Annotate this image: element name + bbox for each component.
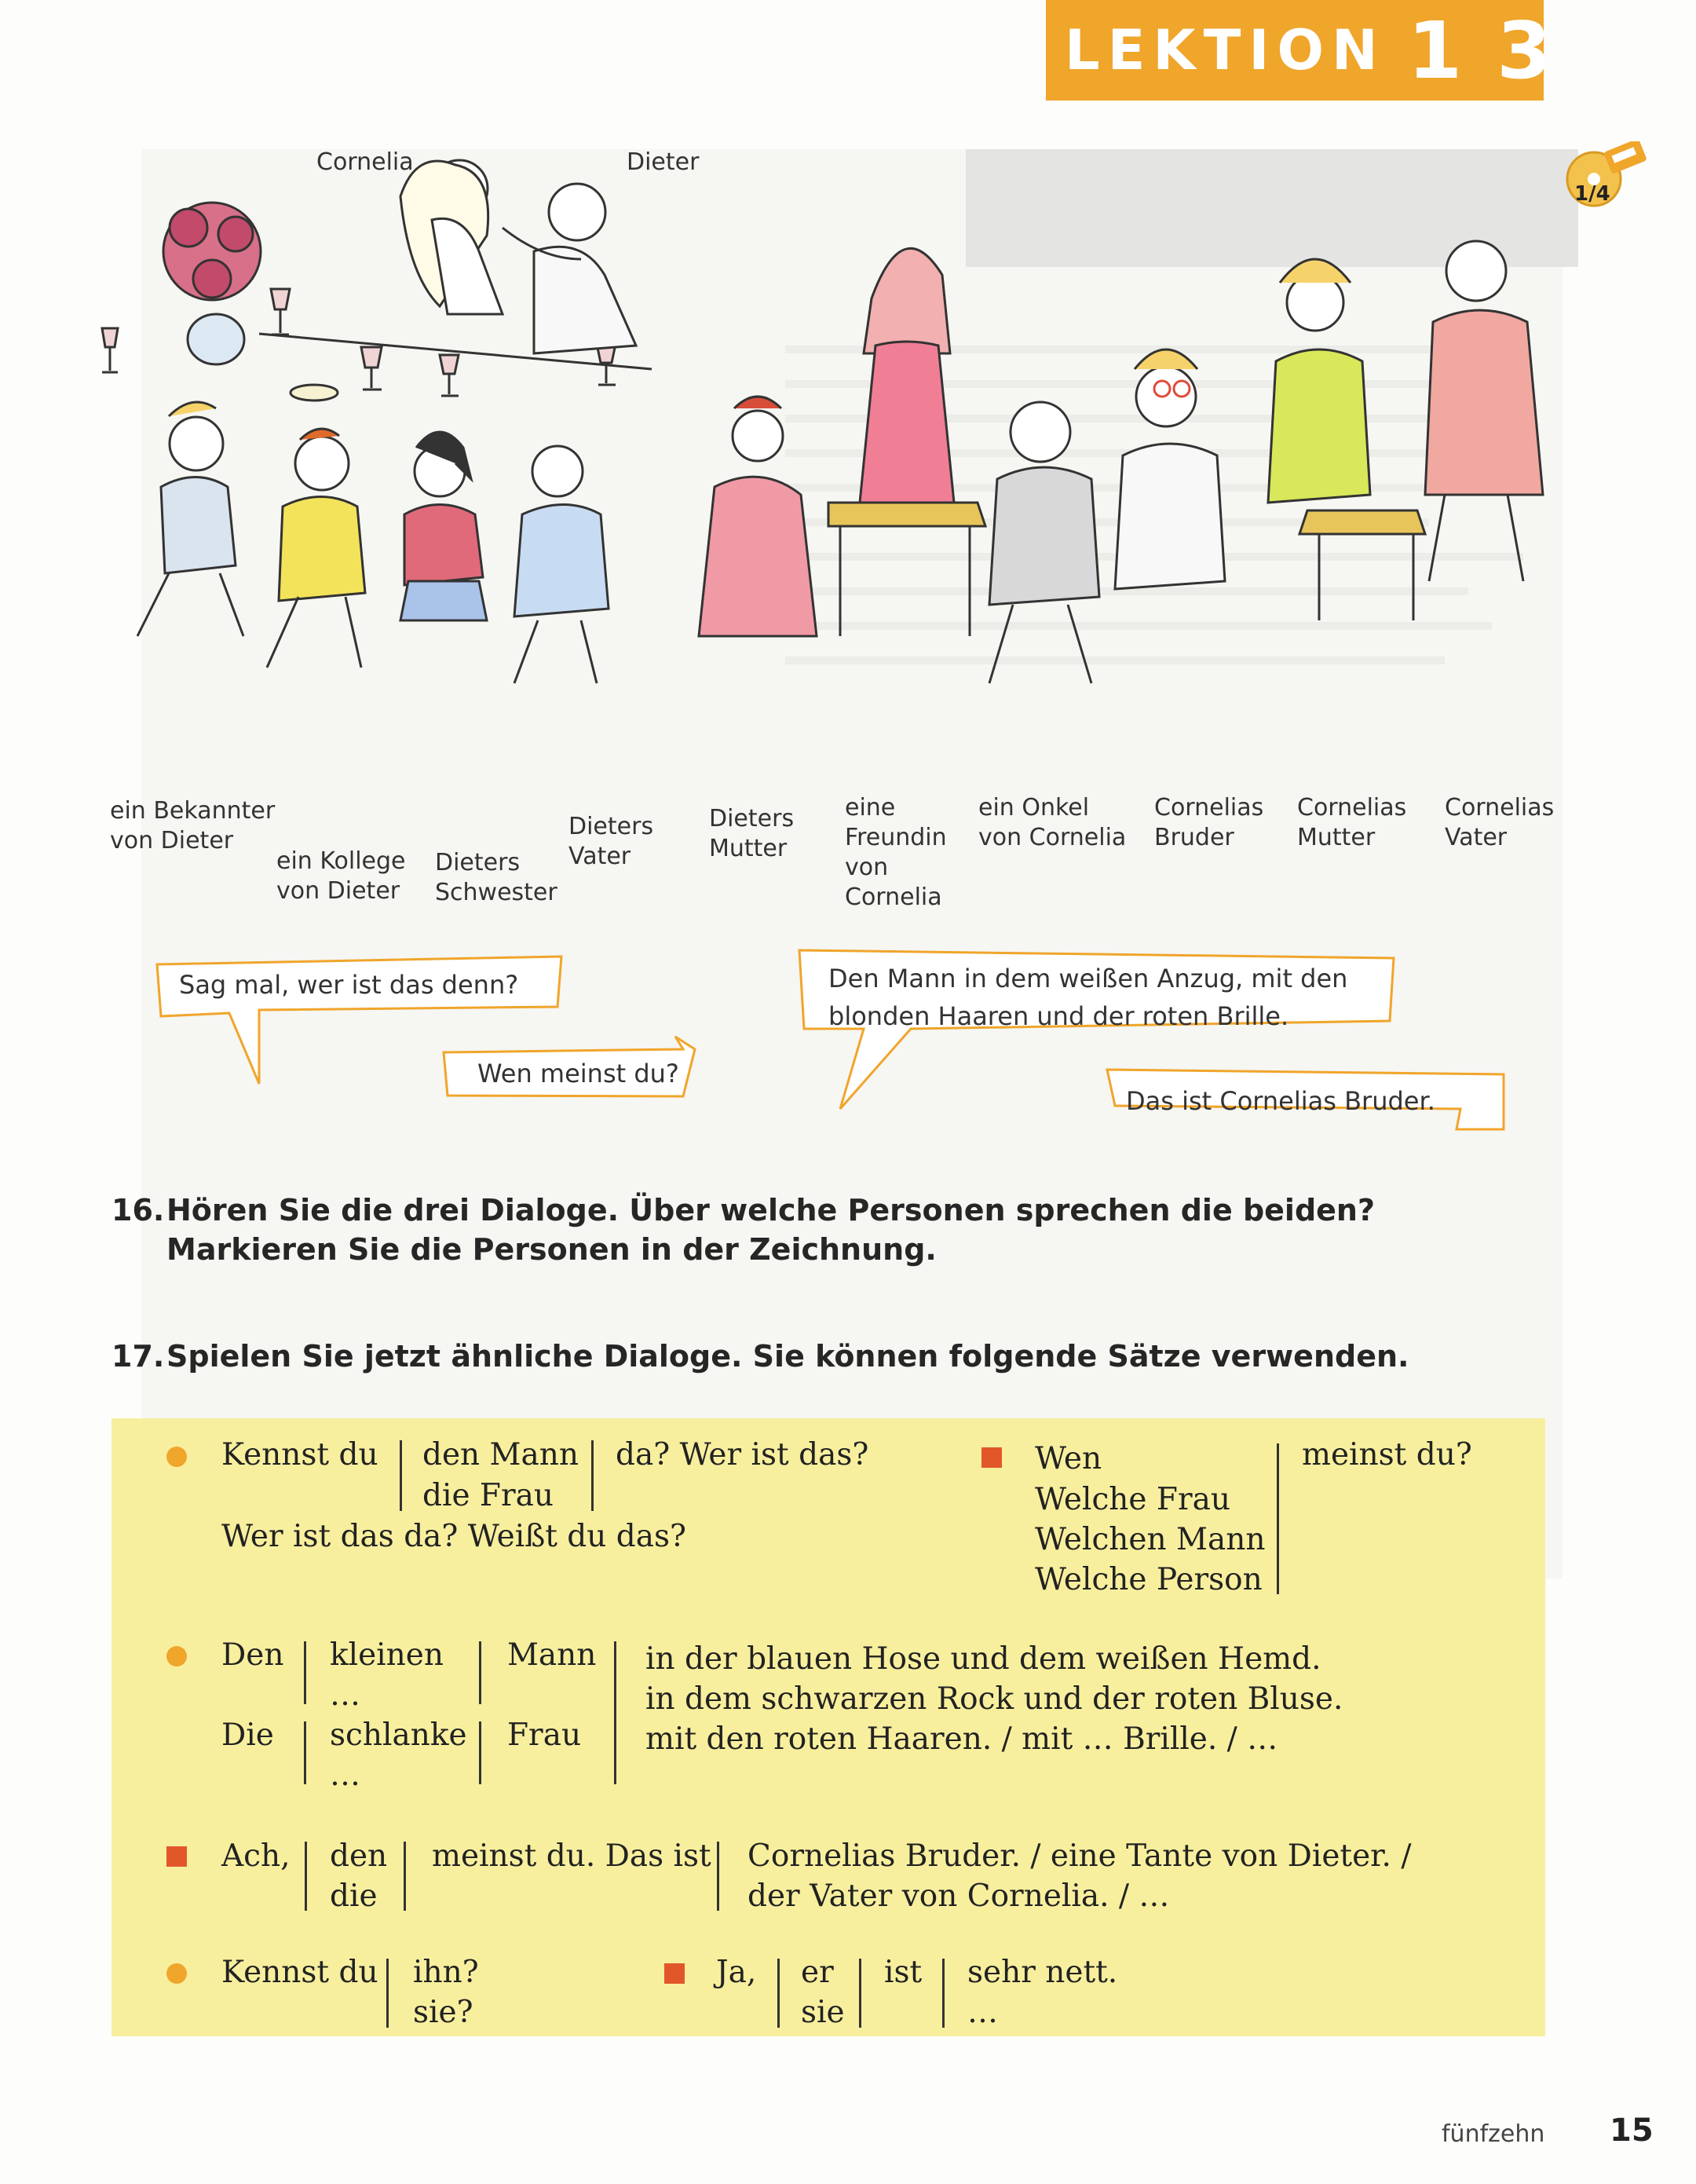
speech-bubble-4: Das ist Cornelias Bruder.: [1126, 1086, 1435, 1116]
divider: [305, 1842, 307, 1911]
caption-vater-dieter: Dieters Vater: [568, 813, 654, 870]
divider: [400, 1440, 402, 1511]
divider: [777, 1959, 780, 2028]
speaker-b-marker: [981, 1447, 1002, 1468]
caption-freundin: eine Freundin von Cornelia: [845, 794, 947, 911]
caption-mutter-cornelia: Cornelias Mutter: [1297, 794, 1407, 851]
r3-ach: Ach,: [221, 1838, 291, 1874]
lesson-word: LEKTION: [1065, 18, 1386, 82]
r2-die: Die: [221, 1718, 274, 1753]
divider: [859, 1959, 861, 2028]
divider: [404, 1842, 406, 1911]
r1-den-mann: den Mann: [422, 1437, 579, 1472]
r1-welchen-mann: Welchen Mann: [1035, 1522, 1266, 1557]
lesson-header-tab: [1046, 0, 1552, 101]
divider: [304, 1641, 306, 1704]
r2-line-2: in dem schwarzen Rock und der roten Bluse.: [645, 1681, 1343, 1717]
divider: [717, 1842, 719, 1911]
divider: [479, 1721, 481, 1784]
r1-wen: Wen: [1035, 1441, 1102, 1476]
speaker-b-marker: [166, 1846, 187, 1867]
r4-sie-2: sie: [801, 1995, 845, 2030]
r4-er: er: [801, 1955, 834, 1990]
r1-welche-person: Welche Person: [1035, 1562, 1263, 1597]
caption-cornelia: Cornelia: [316, 148, 414, 176]
caption-vater-cornelia: Cornelias Vater: [1445, 794, 1555, 851]
wedding-party-illustration: [94, 134, 1602, 809]
exercise-16-text: Hören Sie die drei Dialoge. Über welche Personen sprechen die beiden?: [166, 1193, 1376, 1227]
caption-bruder-cornelia: Cornelias Bruder: [1154, 794, 1264, 851]
speaker-a-marker: [166, 1963, 187, 1984]
r2-kleinen: kleinen: [330, 1637, 444, 1673]
r2-dots: …: [330, 1677, 360, 1713]
r3-line-2: der Vater von Cornelia. / …: [747, 1879, 1170, 1914]
r4-sie: sie?: [413, 1995, 473, 2030]
r1-wer-weisst: Wer ist das da? Weißt du das?: [221, 1519, 686, 1554]
lesson-number: 3: [1497, 4, 1552, 97]
caption-kollege: ein Kollege von Dieter: [276, 847, 406, 905]
speech-bubble-1: Sag mal, wer ist das denn?: [179, 970, 519, 1000]
r2-dots: …: [330, 1758, 360, 1793]
speech-bubble-2: Wen meinst du?: [477, 1059, 679, 1088]
speech-bubble-3: Den Mann in dem weißen Anzug, mit den blonden Haaren und der roten Brille.: [828, 964, 1348, 1031]
divider: [304, 1721, 306, 1784]
conga-line: [137, 241, 1543, 683]
divider: [386, 1959, 389, 2028]
speaker-a-marker: [166, 1646, 187, 1666]
exercise-17-text: Spielen Sie jetzt ähnliche Dialoge. Sie können folgende Sätze verwenden.: [166, 1339, 1409, 1374]
r2-frau: Frau: [507, 1718, 582, 1753]
r4-ist: ist: [884, 1955, 923, 1990]
caption-schwester: Dieters Schwester: [435, 849, 557, 906]
footer-page-number: 15: [1610, 2113, 1654, 2149]
speaker-a-marker: [166, 1447, 187, 1467]
divider: [479, 1641, 481, 1704]
divider: [614, 1641, 616, 1784]
r3-die: die: [330, 1879, 378, 1914]
r3-den: den: [330, 1838, 388, 1874]
r3-line-1: Cornelias Bruder. / eine Tante von Dieter. /: [747, 1838, 1412, 1874]
exercise-16-text-2: Markieren Sie die Personen in der Zeichnung.: [166, 1232, 937, 1267]
footer-page-word: fünfzehn: [1442, 2120, 1545, 2148]
exercise-16: [111, 1191, 1375, 1269]
r4-ja: Ja,: [716, 1955, 757, 1990]
r4-nett: sehr nett.: [967, 1955, 1118, 1990]
divider: [591, 1440, 594, 1511]
r2-den: Den: [221, 1637, 284, 1673]
r2-mann: Mann: [507, 1637, 597, 1673]
r1-meinst: meinst du?: [1302, 1437, 1472, 1472]
exercise-17: [111, 1337, 1409, 1376]
r2-schlanke: schlanke: [330, 1718, 467, 1753]
caption-bekannter: ein Bekannter von Dieter: [110, 797, 276, 854]
r4-kennst: Kennst du: [221, 1955, 378, 1990]
r3-meinst: meinst du. Das ist: [432, 1838, 711, 1874]
caption-mutter-dieter: Dieters Mutter: [709, 805, 795, 862]
r2-line-1: in der blauen Hose und dem weißen Hemd.: [645, 1641, 1321, 1677]
caption-dieter: Dieter: [627, 148, 700, 176]
r4-dots: …: [967, 1995, 998, 2030]
r2-line-3: mit den roten Haaren. / mit … Brille. / …: [645, 1721, 1278, 1757]
r1-da-wer: da? Wer ist das?: [616, 1437, 869, 1472]
caption-onkel: ein Onkel von Cornelia: [978, 794, 1127, 851]
r1-welche-frau: Welche Frau: [1035, 1482, 1230, 1517]
exercise-16-number: 16.: [111, 1193, 165, 1227]
divider: [942, 1959, 945, 2028]
r1-die-frau: die Frau: [422, 1478, 554, 1513]
unit-number: 1: [1407, 4, 1463, 97]
r1-kennst: Kennst du: [221, 1437, 378, 1472]
cd-track-label: 1/4: [1574, 182, 1610, 206]
r4-ihn: ihn?: [413, 1955, 479, 1990]
speaker-b-marker: [664, 1963, 685, 1984]
divider: [1277, 1443, 1279, 1594]
exercise-17-number: 17.: [111, 1339, 165, 1374]
bride-and-groom: [400, 160, 636, 353]
